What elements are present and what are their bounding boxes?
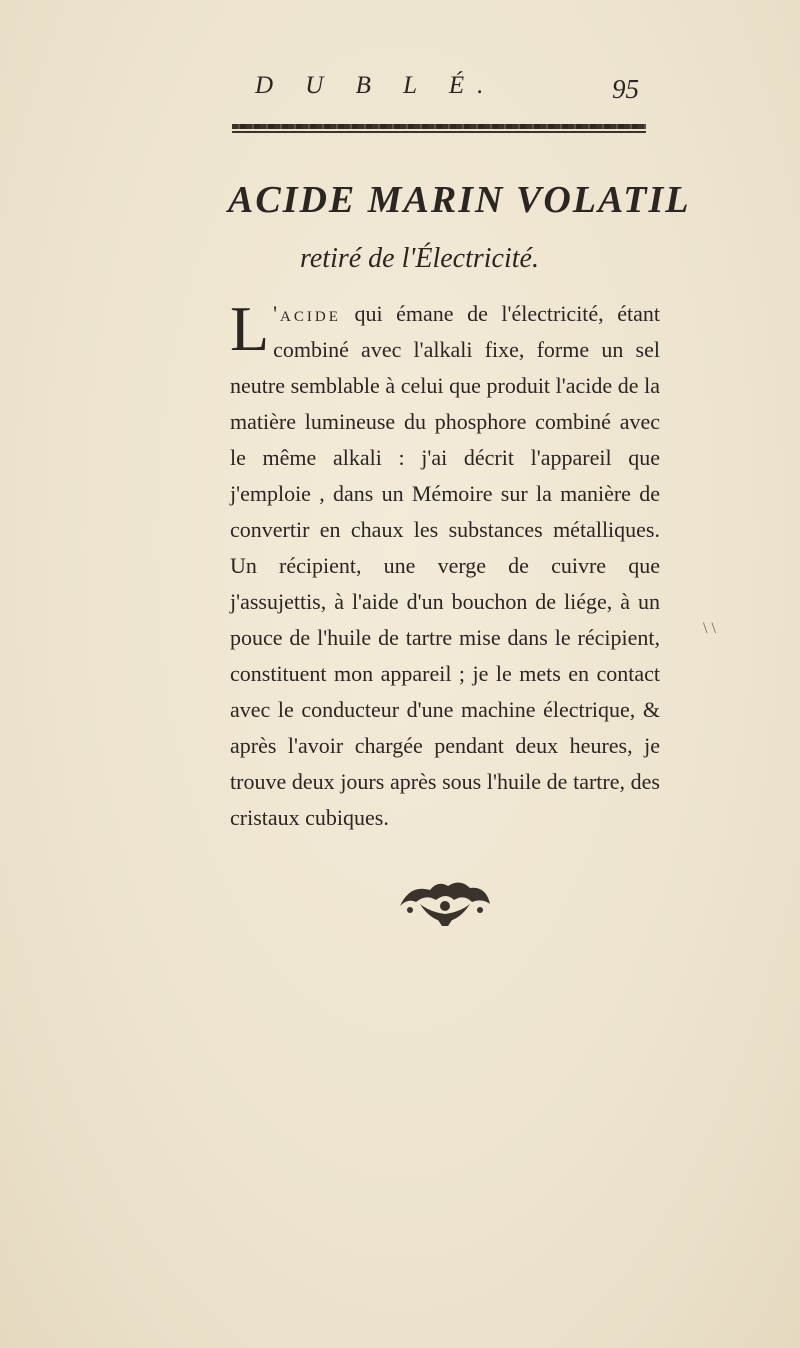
- running-title: D U B L É.: [255, 72, 497, 99]
- decorative-rule: [232, 124, 646, 129]
- chapter-title: ACIDE MARIN VOLATIL: [228, 179, 691, 221]
- drop-cap: L: [230, 293, 270, 364]
- margin-mark: \ \: [703, 620, 716, 637]
- opening-word: 'acide: [273, 301, 341, 326]
- chapter-subtitle: retiré de l'Électricité.: [300, 243, 539, 274]
- running-head: [0, 72, 800, 112]
- decorative-rule-thin: [232, 131, 646, 133]
- body-paragraph: [230, 293, 660, 836]
- page-number: 95: [612, 74, 639, 104]
- fleuron-ornament-icon: [390, 876, 500, 926]
- paragraph-text: qui émane de l'électricité, étant combiné avec l'alkali fixe, forme un sel neutre semblable à celui que produit l'acide de la matière lumineuse du phosphore combiné avec le même alkali : j'ai décrit l'appareil que j'emploie , dans un Mémoire sur la manière de convertir en chaux les substances métalliques. Un récipient, une verge de cuivre que j'assujettis, à l'aide d'un bouchon de liége, à un pouce de l'huile de tartre mise dans le récipient, constituent mon appareil ; je le mets en contact avec le conducteur d'une machine électrique, & après l'avoir chargée pendant deux heures, je trouve deux jours après sous l'huile de tartre, des cristaux cubiques.: [230, 301, 660, 830]
